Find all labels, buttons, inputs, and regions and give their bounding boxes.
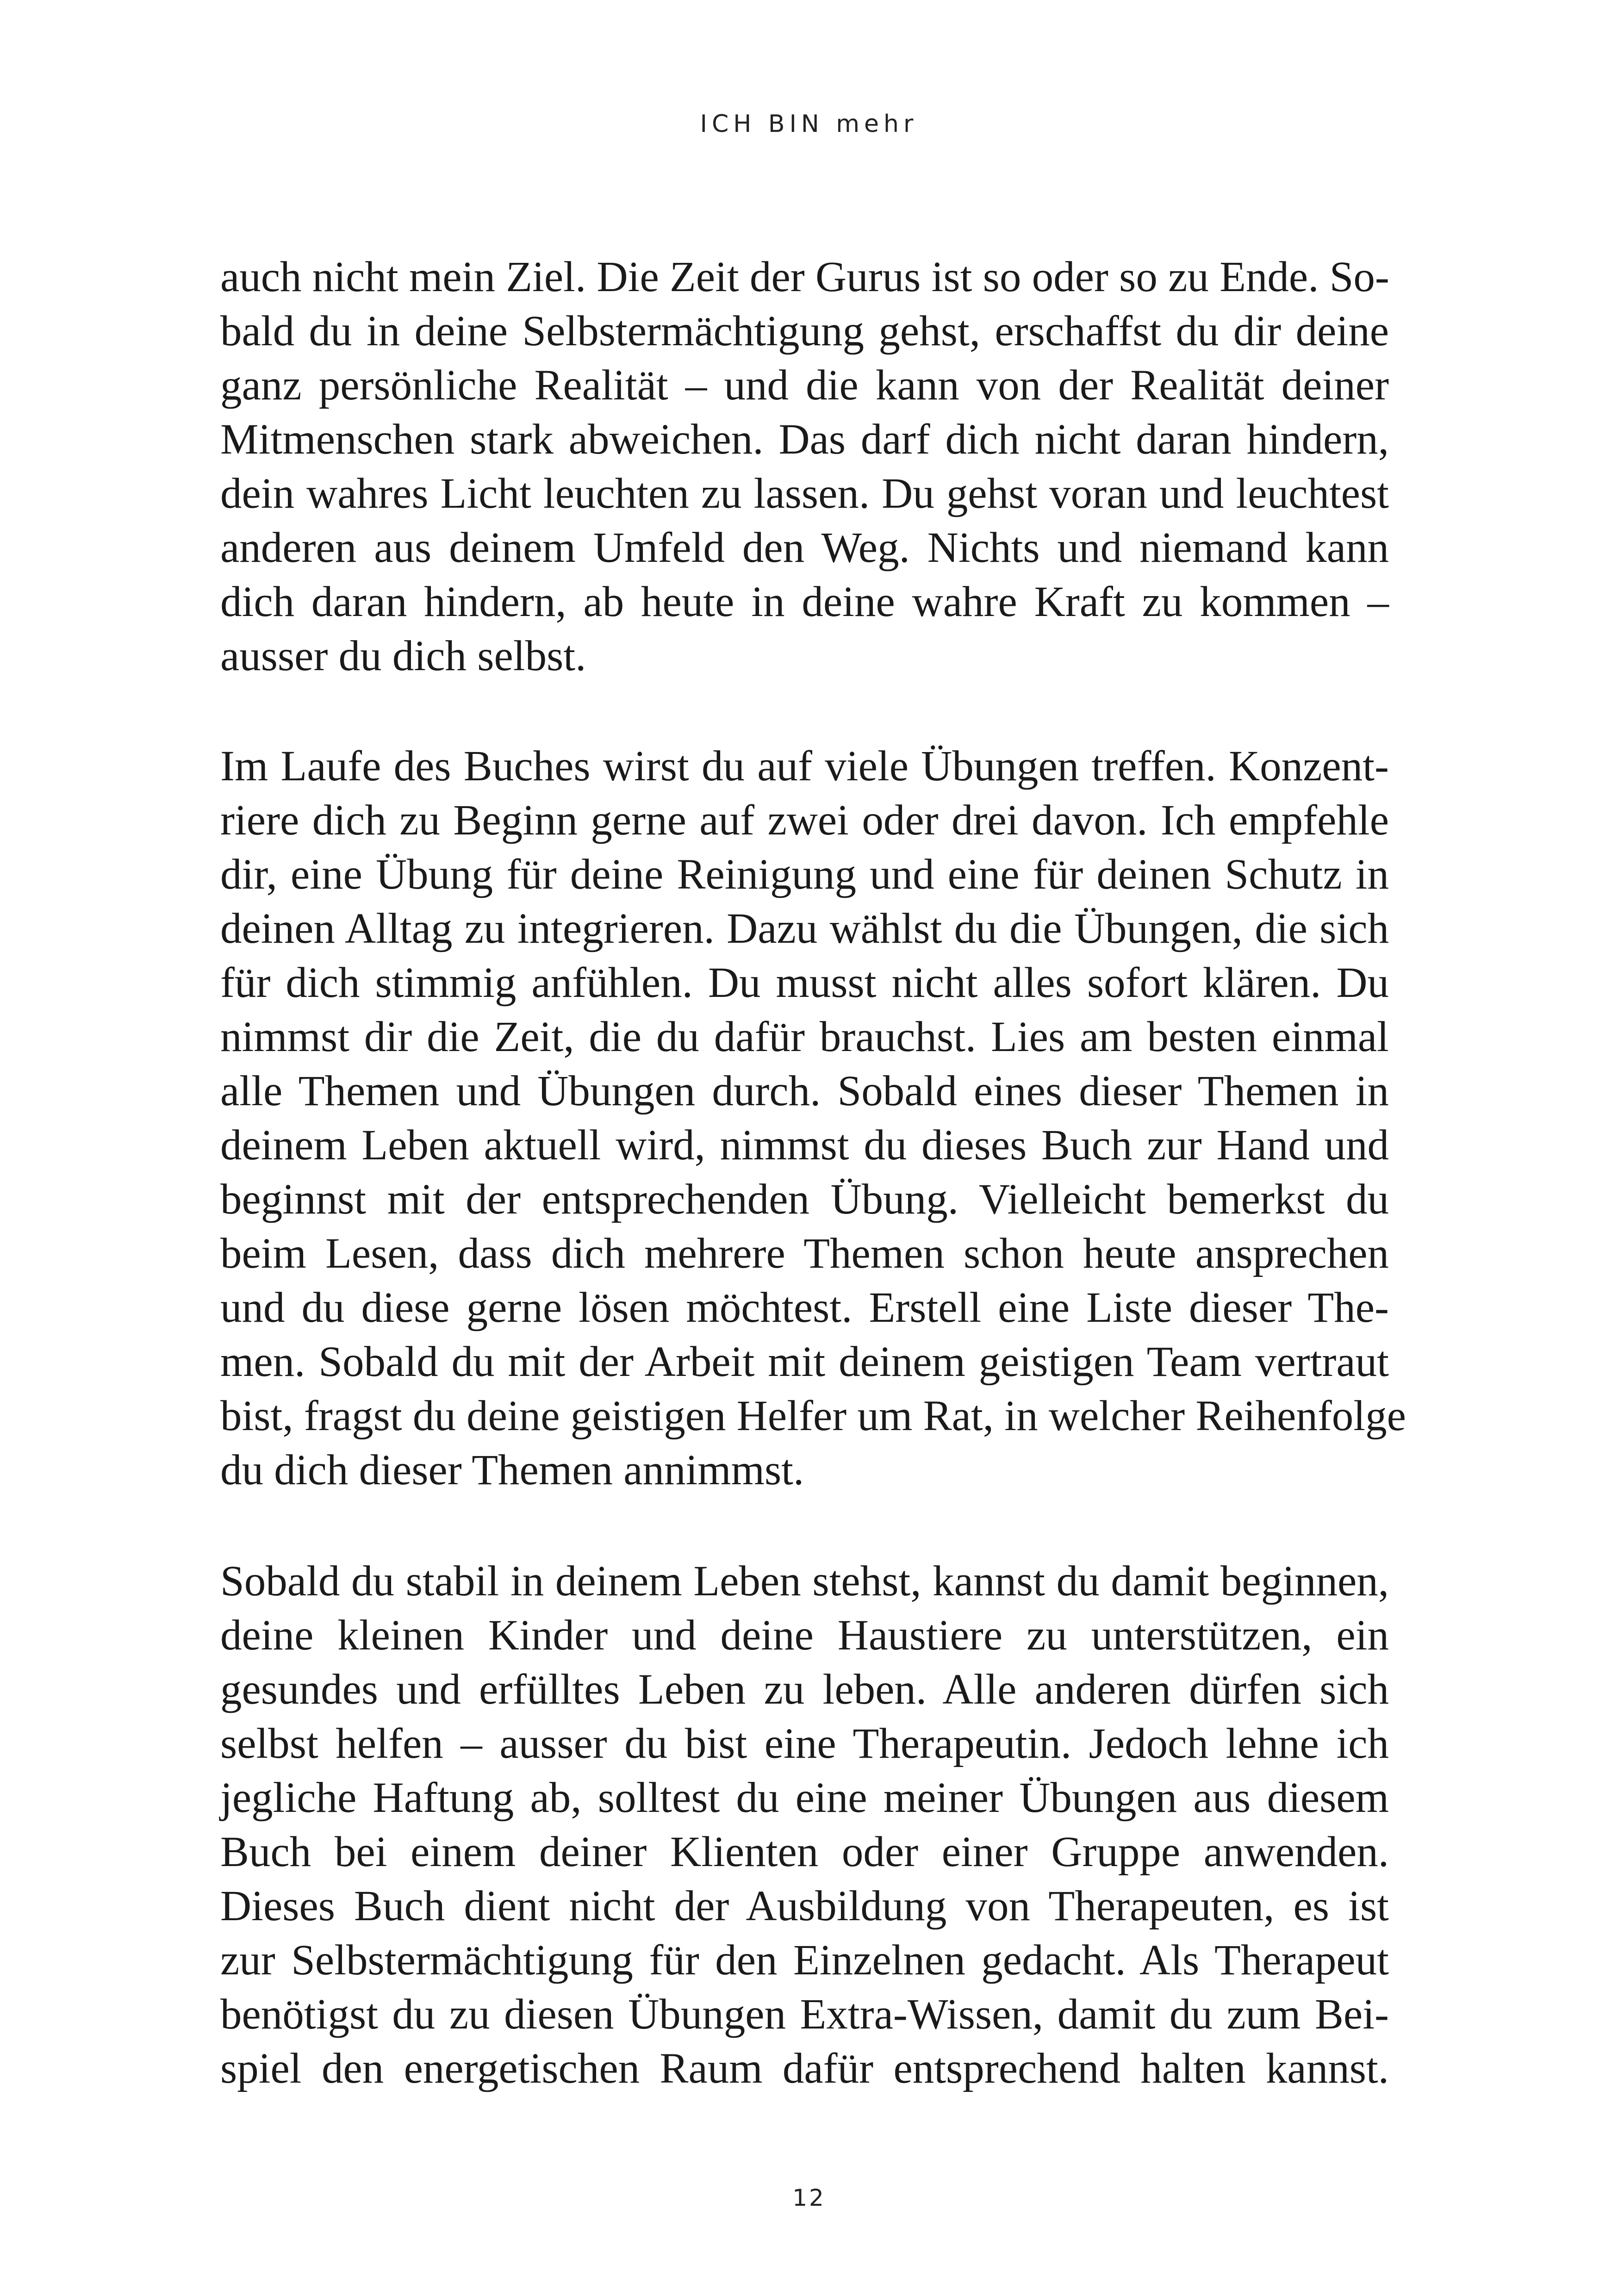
- text-line: auch nicht mein Ziel. Die Zeit der Gurus ist so oder so zu Ende. So-: [220, 253, 1389, 301]
- text-line: Sobald du stabil in deinem Leben stehst, kannst du damit beginnen,: [220, 1557, 1389, 1605]
- text-line: men. Sobald du mit der Arbeit mit deinem geistigen Team vertraut: [220, 1338, 1389, 1386]
- text-line: deine kleinen Kinder und deine Haustiere zu unterstützen, ein: [220, 1612, 1389, 1659]
- text-line: nimmst dir die Zeit, die du dafür brauchst. Lies am besten einmal: [220, 1013, 1389, 1061]
- text-line: Dieses Buch dient nicht der Ausbildung von Therapeuten, es ist: [220, 1882, 1389, 1930]
- text-line: deinem Leben aktuell wird, nimmst du dieses Buch zur Hand und: [220, 1121, 1389, 1169]
- text-line: beginnst mit der entsprechenden Übung. Vielleicht bemerkst du: [220, 1176, 1389, 1223]
- text-line: riere dich zu Beginn gerne auf zwei oder drei davon. Ich empfehle: [220, 796, 1389, 844]
- text-line: ganz persönliche Realität – und die kann von der Realität deiner: [220, 361, 1389, 409]
- text-line: dein wahres Licht leuchten zu lassen. Du gehst voran und leuchtest: [220, 470, 1389, 517]
- text-line: bist, fragst du deine geistigen Helfer um Rat, in welcher Reihenfolge: [220, 1392, 1406, 1440]
- running-head: ICH BIN mehr: [700, 110, 918, 138]
- text-line: gesundes und erfülltes Leben zu leben. Alle anderen dürfen sich: [220, 1666, 1389, 1713]
- text-line: und du diese gerne lösen möchtest. Erstell eine Liste dieser The-: [220, 1284, 1389, 1332]
- text-line: Mitmenschen stark abweichen. Das darf dich nicht daran hindern,: [220, 416, 1389, 463]
- text-line: Buch bei einem deiner Klienten oder einer Gruppe anwenden.: [220, 1828, 1389, 1876]
- text-line: beim Lesen, dass dich mehrere Themen schon heute ansprechen: [220, 1230, 1389, 1277]
- text-line: benötigst du zu diesen Übungen Extra-Wissen, damit du zum Bei-: [220, 1991, 1389, 2038]
- text-line: jegliche Haftung ab, solltest du eine meiner Übungen aus diesem: [220, 1774, 1389, 1822]
- text-line: deinen Alltag zu integrieren. Dazu wählst du die Übungen, die sich: [220, 905, 1389, 952]
- text-line: ausser du dich selbst.: [220, 632, 586, 680]
- page-number: 12: [792, 2184, 826, 2211]
- text-line: alle Themen und Übungen durch. Sobald eines dieser Themen in: [220, 1067, 1389, 1115]
- text-line: selbst helfen – ausser du bist eine Therapeutin. Jedoch lehne ich: [220, 1720, 1389, 1767]
- text-line: dir, eine Übung für deine Reinigung und eine für deinen Schutz in: [220, 851, 1389, 898]
- text-line: bald du in deine Selbstermächtigung gehst, erschaffst du dir deine: [220, 307, 1389, 355]
- paragraph-3: [220, 1554, 1389, 2096]
- text-line: anderen aus deinem Umfeld den Weg. Nichts und niemand kann: [220, 524, 1389, 572]
- text-line: du dich dieser Themen annimmst.: [220, 1446, 804, 1494]
- paragraph-1: [220, 250, 1389, 683]
- text-line: dich daran hindern, ab heute in deine wahre Kraft zu kommen –: [220, 578, 1389, 626]
- text-line: Im Laufe des Buches wirst du auf viele Übungen treffen. Konzent-: [220, 742, 1389, 790]
- text-line: für dich stimmig anfühlen. Du musst nicht alles sofort klären. Du: [220, 959, 1389, 1007]
- paragraph-2: [220, 739, 1406, 1497]
- text-line: spiel den energetischen Raum dafür entsprechend halten kannst.: [220, 2045, 1389, 2092]
- text-line: zur Selbstermächtigung für den Einzelnen gedacht. Als Therapeut: [220, 1936, 1389, 1984]
